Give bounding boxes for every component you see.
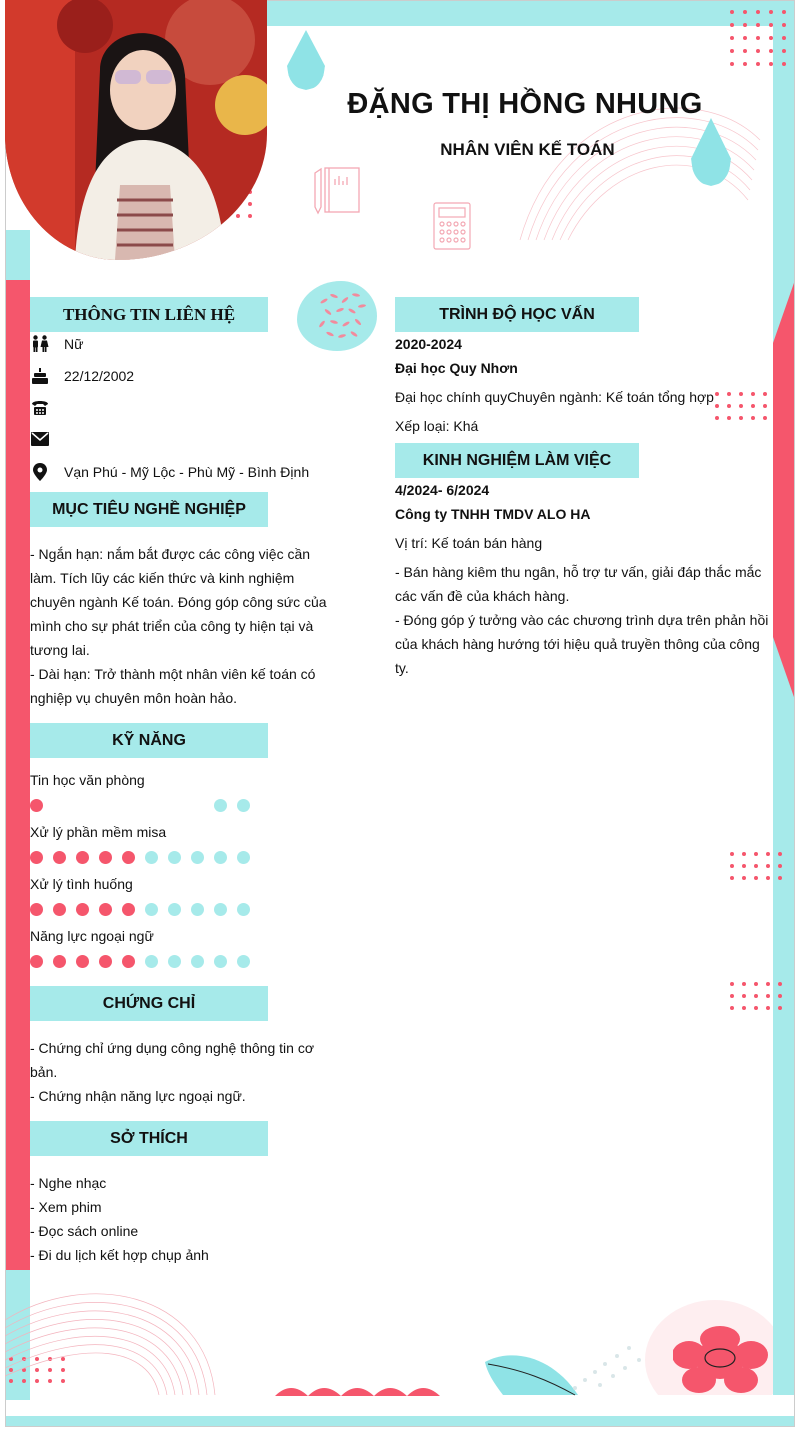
skill-dot <box>99 903 112 916</box>
certificates-text: - Chứng chỉ ứng dụng công nghệ thông tin cơ bản. - Chứng nhận năng lực ngoại ngữ. <box>30 1040 314 1104</box>
skill-dot <box>168 799 181 812</box>
skill-dot <box>237 851 250 864</box>
experience-period: 4/2024- 6/2024 <box>395 482 490 498</box>
skill-dot <box>30 955 43 968</box>
bottom-left-line-art <box>5 1280 220 1395</box>
skill-dot <box>191 799 204 812</box>
skill-dot <box>191 955 204 968</box>
skill-dot <box>145 955 158 968</box>
phone-icon <box>30 397 50 417</box>
contact-phone <box>30 395 64 419</box>
certificates-section-title: CHỨNG CHỈ <box>30 986 268 1021</box>
education-section-title: TRÌNH ĐỘ HỌC VẤN <box>395 297 639 332</box>
education-period: 2020-2024 <box>395 336 462 352</box>
skill-dot <box>168 955 181 968</box>
experience-description: - Bán hàng kiêm thu ngân, hỗ trợ tư vấn, giải đáp thắc mắc các vấn đề của khách hàng. - Đóng góp ý tưởng vào các chương trình dựa trên phản hồi của khách hàng hướng tới hiệu quả truyền thông của công ty. <box>395 564 769 676</box>
skill-dot <box>214 799 227 812</box>
envelope-icon <box>30 429 50 449</box>
contact-gender <box>30 332 83 356</box>
skill-dot <box>76 799 89 812</box>
skill-dot <box>76 955 89 968</box>
education-major: Đại học chính quyChuyên ngành: Kế toán tổng hợp <box>395 389 714 405</box>
candidate-name: ĐẶNG THỊ HỒNG NHUNG <box>347 88 703 120</box>
skill-dot <box>145 799 158 812</box>
contact-address <box>30 460 309 484</box>
education-school: Đại học Quy Nhơn <box>395 360 518 376</box>
birthday-cake-icon <box>30 366 50 386</box>
bottom-wave <box>275 1384 440 1396</box>
skill-name: Xử lý tình huống <box>30 876 133 892</box>
contact-section-title: THÔNG TIN LIÊN HỆ <box>30 297 268 332</box>
skill-rating <box>30 903 250 916</box>
skill-dot <box>145 903 158 916</box>
blob-pattern <box>312 286 372 344</box>
skill-dot <box>237 955 250 968</box>
skill-dot <box>122 799 135 812</box>
skill-dot <box>122 851 135 864</box>
hobbies-section-title: SỞ THÍCH <box>30 1121 268 1156</box>
skill-dot <box>122 955 135 968</box>
location-pin-icon <box>30 462 50 482</box>
skill-rating <box>30 955 250 968</box>
dots-right-3 <box>730 982 782 1010</box>
skill-rating <box>30 851 250 864</box>
skill-dot <box>168 851 181 864</box>
skill-dot <box>99 799 112 812</box>
experience-position: Vị trí: Kế toán bán hàng <box>395 535 543 551</box>
hobbies-text: - Nghe nhạc - Xem phim - Đọc sách online - Đi du lịch kết hợp chụp ảnh <box>30 1175 209 1263</box>
flower-decoration <box>673 1325 768 1393</box>
gender-value: Nữ <box>64 336 84 352</box>
objective-text: - Ngắn hạn: nắm bắt được các công việc cần làm. Tích lũy các kiến thức và kinh nghiệm chuyên ngành Kế toán. Đóng góp công sức của mình cho sự phát triển của công ty hiện tại và tương lai. - Dài hạn: Trở thành một nhân viên kế toán có nghiệp vụ chuyên môn hoàn hảo. <box>30 546 327 706</box>
skill-dot <box>76 903 89 916</box>
skill-dot <box>191 903 204 916</box>
skill-dot <box>214 851 227 864</box>
candidate-role: NHÂN VIÊN KẾ TOÁN <box>440 140 615 159</box>
skill-name: Năng lực ngoại ngữ <box>30 928 154 944</box>
education-grade: Xếp loại: Khá <box>395 418 479 434</box>
contact-birthday <box>30 364 134 388</box>
skill-name: Xử lý phần mềm misa <box>30 824 167 840</box>
skill-dot <box>214 903 227 916</box>
experience-company: Công ty TNHH TMDV ALO HA <box>395 506 591 522</box>
skill-dot <box>30 903 43 916</box>
skill-dot <box>30 799 43 812</box>
skill-dot <box>30 851 43 864</box>
skill-dot <box>237 799 250 812</box>
objective-section-title: MỤC TIÊU NGHỀ NGHIỆP <box>30 492 268 527</box>
skill-dot <box>53 955 66 968</box>
skill-dot <box>214 955 227 968</box>
skill-dot <box>53 851 66 864</box>
skill-dot <box>168 903 181 916</box>
skill-dot <box>53 903 66 916</box>
birthday-value: 22/12/2002 <box>64 368 135 384</box>
dots-right-2 <box>730 852 782 880</box>
skill-dot <box>99 851 112 864</box>
skill-dot <box>191 851 204 864</box>
dots-top-right <box>730 10 786 66</box>
skill-dot <box>99 955 112 968</box>
skill-dot <box>122 903 135 916</box>
skill-dot <box>145 851 158 864</box>
experience-section-title: KINH NGHIỆM LÀM VIỆC <box>395 443 639 478</box>
gender-icon <box>30 334 50 354</box>
skill-name: Tin học văn phòng <box>30 772 145 788</box>
calculator-icon <box>433 202 471 250</box>
book-icon <box>311 165 361 217</box>
skill-rating <box>30 799 250 812</box>
contact-email <box>30 427 64 451</box>
skill-dot <box>76 851 89 864</box>
skill-dot <box>53 799 66 812</box>
skills-section-title: KỸ NĂNG <box>30 723 268 758</box>
address-value: Vạn Phú - Mỹ Lộc - Phù Mỹ - Bình Định <box>64 464 310 480</box>
skill-dot <box>237 903 250 916</box>
